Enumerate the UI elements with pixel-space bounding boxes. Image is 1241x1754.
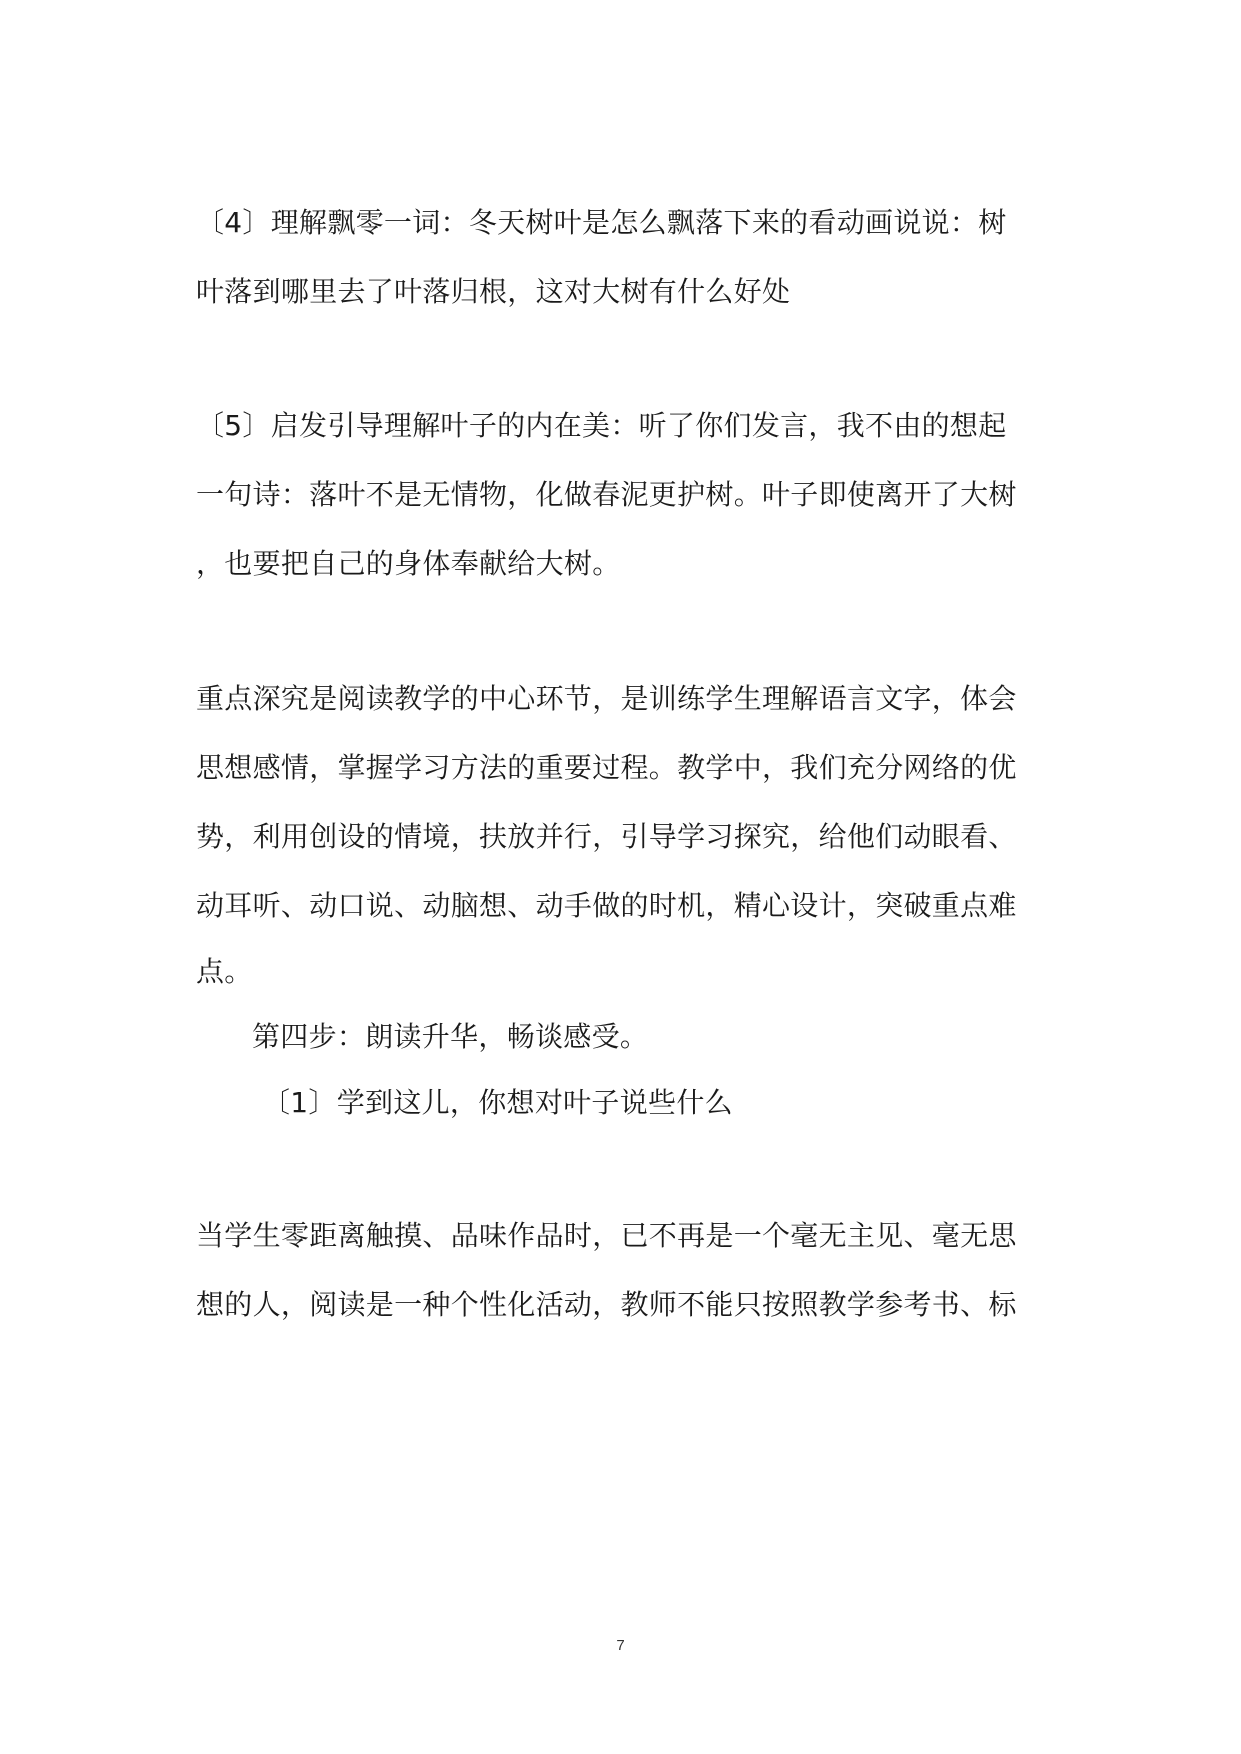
page-number: 7	[616, 1637, 625, 1654]
step-four-item-1: 〔1〕学到这儿，你想对叶子说些什么	[262, 1086, 733, 1119]
paragraph-focus-line-2: 思想感情，掌握学习方法的重要过程。教学中，我们充分网络的优	[196, 751, 1017, 784]
paragraph-focus-line-5: 点。	[196, 955, 253, 988]
paragraph-4-line-2: 叶落到哪里去了叶落归根，这对大树有什么好处	[196, 275, 791, 308]
paragraph-students-line-1: 当学生零距离触摸、品味作品时，已不再是一个毫无主见、毫无思	[196, 1219, 1017, 1252]
paragraph-5-line-3: ，也要把自己的身体奉献给大树。	[196, 547, 621, 580]
paragraph-focus-line-1: 重点深究是阅读教学的中心环节，是训练学生理解语言文字，体会	[196, 682, 1017, 715]
paragraph-5-line-2: 一句诗：落叶不是无情物，化做春泥更护树。叶子即使离开了大树	[196, 478, 1017, 511]
step-four-heading: 第四步：朗读升华，畅谈感受。	[252, 1020, 649, 1053]
paragraph-5-line-1: 〔5〕启发引导理解叶子的内在美：听了你们发言，我不由的想起	[196, 409, 1007, 442]
paragraph-students-line-2: 想的人，阅读是一种个性化活动，教师不能只按照教学参考书、标	[196, 1288, 1017, 1321]
paragraph-4-line-1: 〔4〕理解飘零一词：冬天树叶是怎么飘落下来的看动画说说：树	[196, 206, 1007, 239]
paragraph-focus-line-4: 动耳听、动口说、动脑想、动手做的时机，精心设计，突破重点难	[196, 889, 1017, 922]
paragraph-focus-line-3: 势，利用创设的情境，扶放并行，引导学习探究，给他们动眼看、	[196, 820, 1017, 853]
